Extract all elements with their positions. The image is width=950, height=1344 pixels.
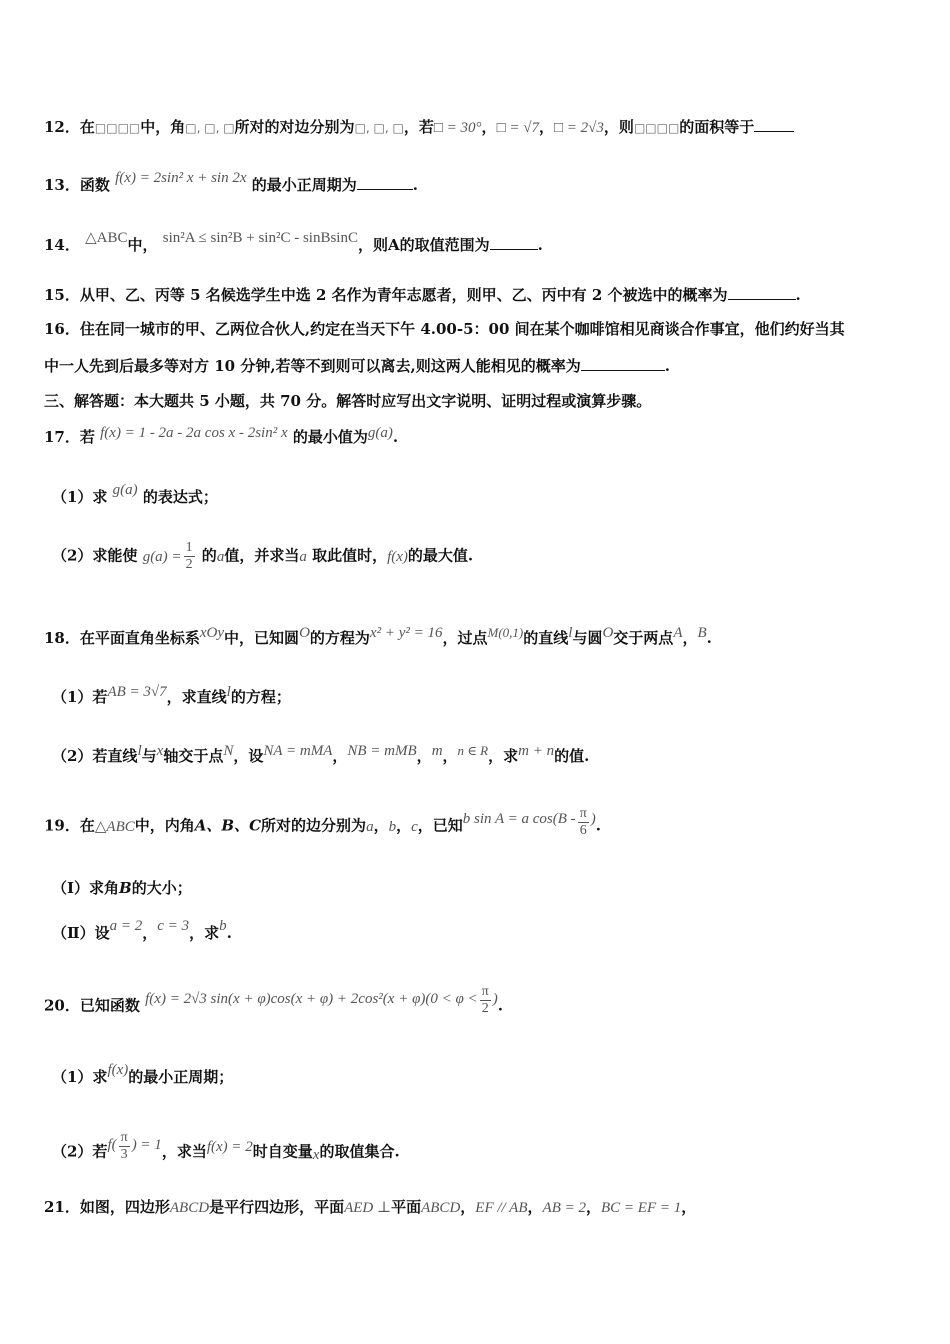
math: a [216, 548, 225, 565]
question-18-part-1: （1）若AB = 3√7，求直线l的方程； [52, 684, 291, 706]
fraction: $\frac{\pi}{2}$ [481, 984, 489, 1016]
section-heading: 三、解答题：本大题共 5 小题，共 70 分。解答时应写出文字说明、证明过程或演算步骤。 [44, 392, 652, 410]
math: BC = EF = 1 [601, 1200, 682, 1216]
math: f(x) = 1 - 2a - 2a cos x - 2sin² x [100, 425, 288, 441]
question-21: 21．如图，四边形ABCD是平行四边形，平面AED ⊥平面ABCD，EF // AB，AB = 2，BC = EF = 1， [44, 1198, 697, 1216]
question-19: 19．在△ABC中，内角A、B、C所对的边分别为a，b，c，已知b sin A = a cos(B - $\frac{\pi}{6}$ ). [44, 806, 601, 838]
math: △ABC [85, 230, 128, 246]
question-17-part-1: （1）求 g(a) 的表达式； [52, 482, 218, 506]
math: NB = mMB [347, 743, 417, 759]
question-20-part-1: （1）求f(x)的最小正周期； [52, 1062, 234, 1086]
math: a [299, 548, 307, 565]
question-14: 14． △ABC中， sin²A ≤ sin²B + sin²C - sinBsinC，则A的取值范围为 . [44, 230, 543, 254]
math: xOy [199, 625, 225, 641]
math: O [602, 625, 614, 641]
fraction: $\frac{\pi}{6}$ [579, 806, 587, 838]
math: AED ⊥ [344, 1200, 392, 1216]
math: ABCD [421, 1200, 461, 1216]
math: a = 2 [109, 918, 143, 934]
math: B [697, 625, 707, 641]
math: ) [590, 810, 596, 827]
answer-blank [357, 175, 413, 190]
math: N [223, 743, 234, 759]
math: AB = 2 [542, 1200, 586, 1216]
question-19-part-1: （Ⅰ）求角B的大小； [52, 879, 192, 897]
math: m + n [518, 743, 555, 759]
math: b sin A = a cos(B - [462, 810, 576, 827]
question-17-part-2: （2）求能使 g(a) = $\frac{1}{2}$ 的a值，并求当a 取此值时，f(x)的最大值. [52, 540, 474, 572]
math: f(x) = 2√3 sin(x + φ)cos(x + φ) + 2cos²(x + φ) [145, 990, 426, 1007]
math: f(x) = 2sin² x + sin 2x [115, 170, 247, 186]
math: a [366, 818, 374, 835]
math: □ = √7 [496, 120, 539, 136]
question-18: 18．在平面直角坐标系xOy中，已知圆O的方程为x² + y² = 16，过点M(0,1)的直线l与圆O交于两点A，B. [44, 625, 712, 647]
math: ABCD [169, 1200, 210, 1216]
math: x [312, 1146, 320, 1163]
math: f(x) [387, 548, 408, 565]
fraction: $\frac{\pi}{3}$ [120, 1130, 128, 1162]
math: f(x) = 2 [206, 1138, 253, 1155]
math: □ = 2√3 [554, 120, 604, 136]
math: ) = 1 [131, 1136, 162, 1153]
answer-blank [754, 117, 794, 132]
math: f( [107, 1136, 117, 1153]
question-16-line1: 16．住在同一城市的甲、乙两位合伙人,约定在当天下午 4.00-5：00 间在某个咖啡馆相见商谈合作事宜，他们约好当其 [44, 320, 845, 338]
math: □ = 30° [433, 120, 482, 136]
question-19-part-2: （Ⅱ）设a = 2，c = 3，求b. [52, 918, 232, 942]
answer-blank [581, 356, 665, 371]
question-20-part-2: （2）若f( $\frac{\pi}{3}$ ) = 1，求当f(x) = 2时自变量x的取值集合. [52, 1130, 400, 1163]
question-17: 17．若 f(x) = 1 - 2a - 2a cos x - 2sin² x 的最小值为g(a). [44, 425, 399, 446]
math: sin²A ≤ sin²B + sin²C - sinBsinC [162, 230, 358, 246]
math: g(a) [112, 482, 138, 498]
fraction: $\frac{1}{2}$ [185, 540, 193, 572]
math: M(0,1) [487, 625, 524, 640]
math: c [411, 818, 418, 835]
question-16-line2: 中一人先到后最多等对方 10 分钟,若等不到则可以离去,则这两人能相见的概率为 . [44, 357, 671, 375]
answer-blank [490, 235, 538, 250]
question-18-part-2: （2）若直线l与x轴交于点N，设NA = mMA，NB = mMB，m，n ∈ R，求m + n的值. [52, 743, 590, 765]
math: x² + y² = 16 [369, 625, 443, 641]
math: l [137, 743, 142, 759]
formula-image-placeholder: □□□□ [94, 121, 141, 135]
math: b [388, 818, 397, 835]
question-15: 15．从甲、乙、丙等 5 名候选学生中选 2 名作为青年志愿者，则甲、乙、丙中有 2 个被选中的概率为 . [44, 286, 801, 304]
math: m [431, 743, 443, 759]
math: l [226, 684, 231, 700]
math: n ∈ R [457, 743, 489, 758]
math: AB = 3√7 [107, 684, 167, 700]
math: A [673, 625, 683, 641]
math: l [568, 625, 573, 641]
math: △ABC [94, 818, 135, 835]
math: g(a) [367, 425, 393, 441]
math: ) [492, 990, 498, 1007]
math: EF // AB [475, 1200, 528, 1216]
formula-image-placeholder: □□□□ [633, 121, 680, 135]
math: (0 < φ < [425, 990, 478, 1007]
formula-image-placeholder: □, □, □ [354, 121, 404, 135]
question-20: 20．已知函数 f(x) = 2√3 sin(x + φ)cos(x + φ) + 2cos²(x + φ)(0 < φ < $\frac{\pi}{2}$ ). [44, 984, 503, 1016]
math: O [299, 625, 310, 641]
math: c = 3 [157, 918, 190, 934]
math: NA = mMA [263, 743, 333, 759]
question-12: 12．在□□□□中，角□, □, □所对的对边分别为□, □, □，若□ = 30°，□ = √7，□ = 2√3，则□□□□的面积等于 [44, 116, 794, 137]
math: b [219, 918, 227, 934]
formula-image-placeholder: □, □, □ [185, 121, 235, 135]
math: x [156, 743, 164, 759]
answer-blank [728, 285, 796, 300]
math: f(x) [107, 1062, 129, 1078]
question-13: 13．函数 f(x) = 2sin² x + sin 2x 的最小正周期为 . [44, 170, 418, 194]
math: g(a) = [142, 548, 182, 565]
